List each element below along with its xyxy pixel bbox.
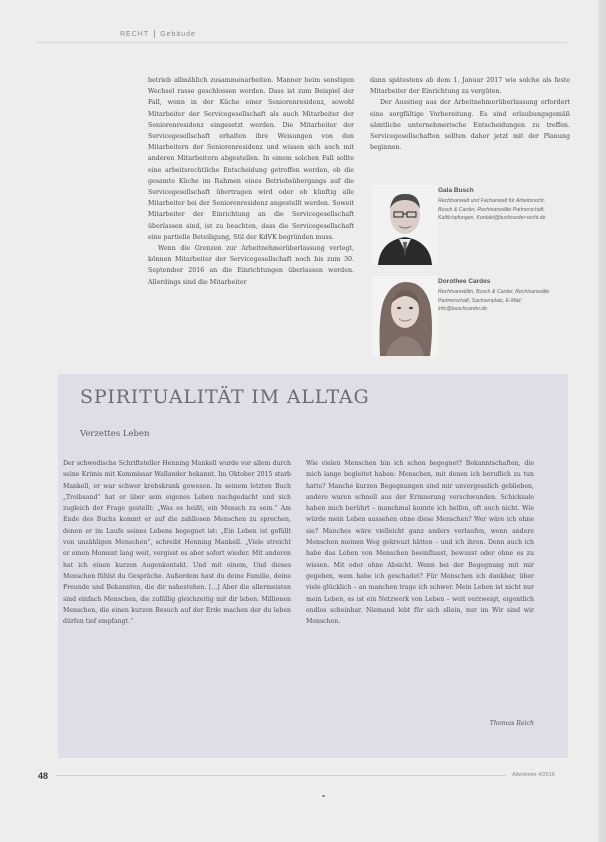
- spirituality-box: [58, 374, 568, 758]
- box-signature: Thomas Reich: [489, 720, 534, 727]
- subsection-label: Gebäude: [160, 30, 196, 38]
- author-name: Dorothee Cardes: [438, 278, 491, 285]
- top-rule: [36, 42, 566, 43]
- article-paragraph: dann spätestens ab dem 1. Januar 2017 wie solche als feste Mitarbeiter der Einrichtung zu vergüten.: [370, 77, 570, 96]
- page-number: 48: [38, 771, 49, 781]
- dust-speck: [322, 795, 325, 797]
- box-title: SPIRITUALITÄT IM ALLTAG: [80, 386, 370, 408]
- page-edge-shadow: [598, 0, 606, 842]
- box-subtitle: Verzettes Leben: [80, 429, 150, 439]
- author-photo-man: [372, 185, 438, 265]
- author-name: Gala Busch: [438, 187, 474, 194]
- running-head: [120, 30, 196, 38]
- author-description: Rechtsanwältin, Busch & Carder, Rechtsanwälte Partnerschaft, Sachsenplatz, E-Mail: info@buschcarder.de: [438, 289, 550, 313]
- author-card: [372, 185, 572, 269]
- author-card: [372, 276, 572, 360]
- section-label: RECHT: [120, 30, 150, 38]
- article-column-left: [148, 75, 354, 288]
- article-paragraph: betrieb allmählich zusammenarbeiten. Manner beim sonstigen Wechsel rasse geschlossen werden. Dass ist zum Beispiel der Fall, wenn in der Küche einer Seniorenresidenz, sowohl Mitarbeiter der Servicegesellschaft als auch Mitarbeiter der Seniorenresidenz eingesetzt werden. Die Mitarbeiter der Servicegesellschaft erhalten ihre Weisungen von den Mitarbeitern der Seniorenresidenz und wissen sich auch mit anderen Mitarbeitern abgestellen. In einem solchen Fall sollte eine arbeitsrechtliche Entscheidung getroffen werden, ob die gesamte Küche im Rahmen eines Betriebsübergangs auf die Servicegesellschaft übertragen wird oder ob künftig alle Mitarbeiter bei der Seniorenresidenz angestellt werden. Soweit Mitarbeiter der Einrichtung an die Servicegesellschaft überlassen sind, ist zu beachten, dass die Servicegesellschaft eine partielle Beteiligung, Stil der KdVK begründen muss.: [148, 77, 354, 241]
- journal-footer: Altenheim 4/2016: [512, 772, 555, 778]
- footer-rule: [56, 775, 506, 776]
- article-column-right: [370, 75, 570, 153]
- author-description: Rechtsanwalt und Fachanwalt für Arbeitsrecht, Busch & Carder, Rechtsanwälte Partnerschaft, Kaltlichpfungen, Kontakt@bushcarder-recht.de: [438, 198, 546, 222]
- box-column-left: Der schwedische Schriftsteller Henning Mankell wurde vor allem durch seine Krimis mit Kommissar Wallander bekannt. Im Oktober 2015 starb Mankell, er war schwer krebskrank gewesen. In seinem letzten Buch „Treibsand“ hat er über sein eigenes Leben nachgedacht und sich zugleich der Frage gestellt: „Was es heißt, ein Mensch zu sein.“ Am Ende des Buchs kommt er auf die zahllosen Menschen zu sprechen, denen er im Laufe seines Lebens begegnet ist: „Ein Leben ist gefüllt von unzähligen Menschen“, schreibt Henning Mankell. „Viele streicht er einen Moment lang weit, vergisst es aber sofort wieder. Mit anderen hat ich einen kurzen Augenkontakt. Und mit einem, Und dieses Menschen fühlst du Gespräche. Außerdem hast du deine Familie, deine Freunde und Bekannten, die dir nahestehen. [...] Aber die allermeisten sind einfach Menschen, die zufällig gleichzeitig mit dir leben. Millionen Menschen, die einen kurzen Besuch auf der Erde machen der du leben dürfen tief empfangt.“: [63, 460, 291, 626]
- author-photo-woman: [372, 276, 438, 356]
- box-column-right: Wie vielen Menschen bin ich schon begegnet? Bekanntschaften, die mich lange begleitet haben: Menschen, mit denen ich beruflich zu tun hatte? Manche kurzen Begegnungen sind mir unvergesslich geblieben, andere waren schnell aus der Erinnerung verschwunden. Schicksale haben mich berührt – manchmal konnte ich helfen, oft auch nicht. Wie würde mein Leben aussehen ohne diese Menschen? Wer wäre ich ohne sie? Manches wäre vielleicht ganz anders verlaufen, wenn andere Menschen meinen Weg gekreuzt hätten – und ich ihren. Denn auch ich habe das Leben von Menschen beeinflusst, bewusst oder ohne es zu wissen. Mit oder ohne Absicht. Wenn bei der Begegnung mit mir gegeben, wem habe ich geschadet? Für Menschen ich dankbar, über viele glücklich – an manchen trage ich schwer. Mein Leben ist nicht nur mein Leben, es ist ein Netzwerk von Leben – weit verzweigt, eigentlich endlos scheinbar. Niemand lebt für sich allein, nur im Wir sind wir Menschen.: [306, 460, 534, 626]
- header-divider: [154, 30, 155, 38]
- article-paragraph: Der Ausstieg aus der Arbeitnehmerüberlassung erfordert eine sorgfältige Vorbereitung. Es sind erlaubungsgemäß sämtliche unternehmerische Entscheidungen zu treffen. Servicegesellschaften sollten daher jetzt mit der Planung beginnen.: [370, 99, 570, 152]
- article-paragraph: Wenn die Grenzen zur Arbeitnehmerüberlassung verlegt, können Mitarbeiter der Servicegesellschaft noch bis zum 30. September 2016 an die Einrichtungen überlassen werden. Allerdings sind die Mitarbeiter: [148, 245, 354, 286]
